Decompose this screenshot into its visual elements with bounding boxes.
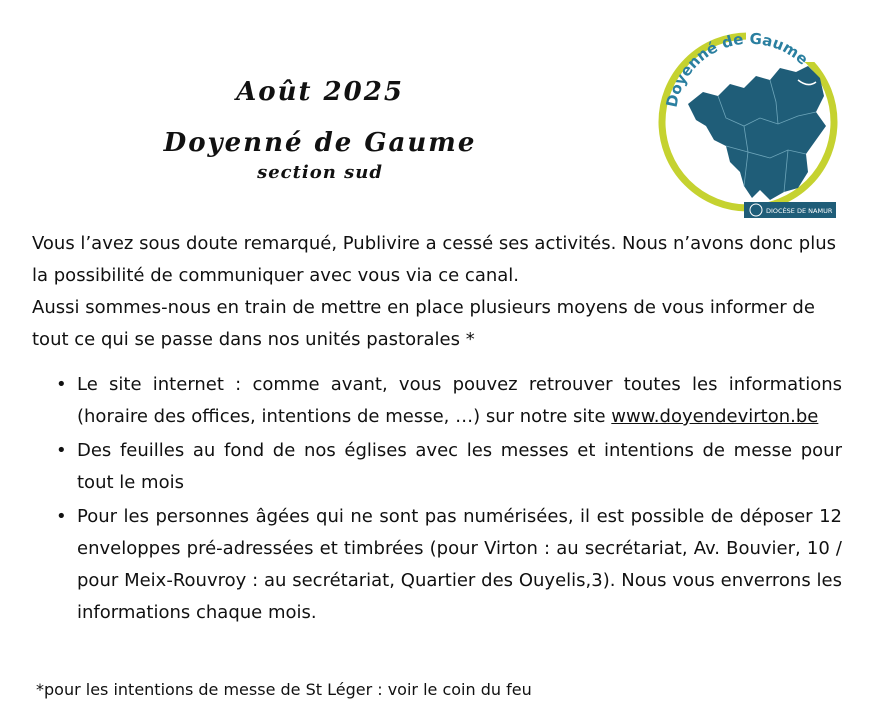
intro-paragraph-1: Vous l’avez sous doute remarqué, Publivire a cessé ses activités. Nous n’avons donc plus la possibilité de communiquer avec vous via ce canal. [32, 233, 837, 286]
info-list [56, 369, 842, 631]
header-title: Doyenné de Gaume [163, 128, 477, 158]
list-item-website-text: Le site internet : comme avant, vous pouvez retrouver toutes les informations (horaire des offices, intentions de messe, …) sur notre site [77, 374, 842, 427]
bullet: • [56, 374, 67, 395]
list-item-sheets-text: Des feuilles au fond de nos églises avec les messes et intentions de messe pour tout le mois [77, 440, 842, 493]
diocese-badge-text: DIOCÈSE DE NAMUR [766, 207, 833, 215]
bullet: • [56, 440, 67, 461]
gaume-map-shape [688, 66, 826, 200]
intro-paragraph-2: Aussi sommes-nous en train de mettre en place plusieurs moyens de vous informer de tout ce qui se passe dans nos unités pastorales * [32, 297, 815, 350]
header-date: Août 2025 [236, 77, 404, 107]
bullet: • [56, 506, 67, 527]
list-item [56, 369, 842, 433]
footnote: *pour les intentions de messe de St Léger : voir le coin du feu [36, 680, 532, 699]
list-item [56, 501, 842, 629]
list-item-envelopes-text: Pour les personnes âgées qui ne sont pas numérisées, il est possible de déposer 12 enveloppes pré-adressées et timbrées (pour Virton : au secrétariat, Av. Bouvier, 10 / pour Meix-Rouvroy : au secrétariat, Quartier des Ouyelis,3). Nous vous enverrons les informations chaque mois. [77, 506, 842, 623]
logo-arc-text: Doyenné de Gaume [662, 29, 812, 109]
intro-text [32, 228, 847, 356]
doyenne-logo [648, 22, 848, 222]
header-subtitle: section sud [257, 162, 383, 183]
website-link[interactable]: www.doyendevirton.be [611, 406, 819, 427]
list-item [56, 435, 842, 499]
header [140, 72, 500, 183]
